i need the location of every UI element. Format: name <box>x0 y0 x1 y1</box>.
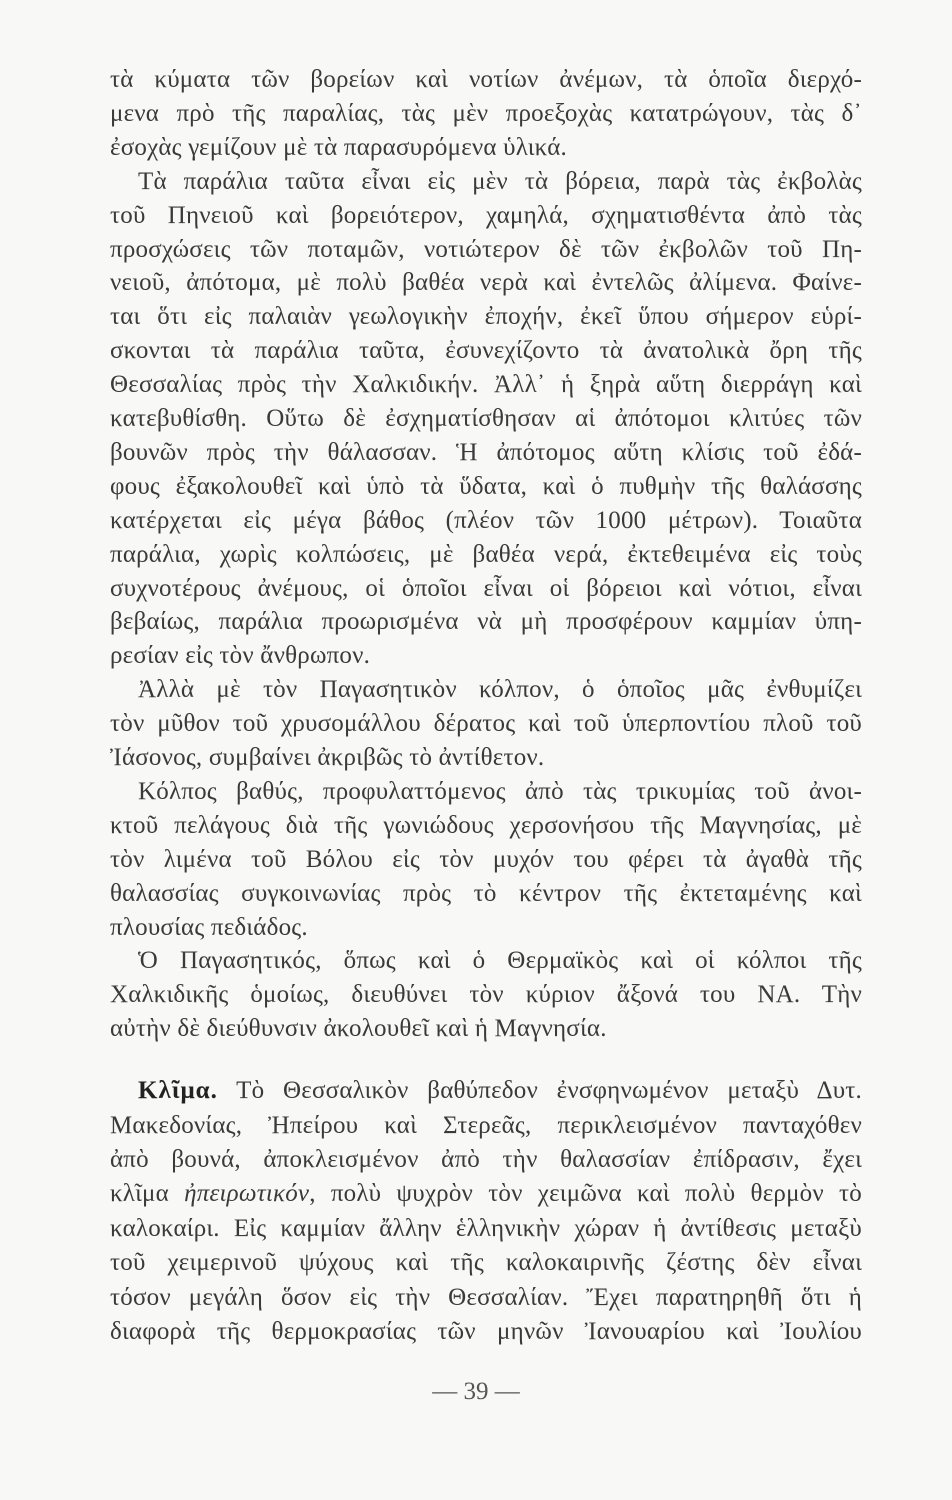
text-line: συχνοτέρους ἀνέμους, οἱ ὁποῖοι εἶναι οἱ βόρειοι καὶ νότιοι, εἶναι <box>110 574 862 602</box>
paragraph-first-line: Ἀλλὰ μὲ τὸν Παγασητικὸν κόλπον, ὁ ὁποῖος μᾶς ἐνθυμίζει <box>138 676 862 704</box>
paragraph-first-line <box>138 1076 862 1106</box>
text-line: καλοκαίρι. Εἰς καμμίαν ἄλλην ἑλληνικὴν χώραν ἡ ἀντίθεσις μεταξὺ <box>110 1214 862 1242</box>
text-line: κατεβυθίσθη. Οὕτω δὲ ἐσχηματίσθησαν αἱ ἀπότομοι κλιτύες τῶν <box>110 405 862 432</box>
text-line: ρεσίαν εἰς τὸν ἄνθρωπον. <box>110 642 371 670</box>
text-line: μενα πρὸ τῆς παραλίας, τὰς μὲν προεξοχὰς κατατρώγουν, τὰς δ᾽ <box>110 99 862 127</box>
text-line: προσχώσεις τῶν ποταμῶν, νοτιώτερον δὲ τῶν ἐκβολῶν τοῦ Πη- <box>110 235 862 263</box>
text-line: πλουσίας πεδιάδος. <box>110 913 308 941</box>
text-line: Ἰάσονος, συμβαίνει ἀκριβῶς τὸ ἀντίθετον. <box>110 744 545 771</box>
text-line: τὸν μῦθον τοῦ χρυσομάλλου δέρατος καὶ τοῦ ὑπερποντίου πλοῦ τοῦ <box>110 710 862 738</box>
text-line: τόσον μεγάλη ὅσον εἰς τὴν Θεσσαλίαν. Ἔχει παρατηρηθῆ ὅτι ἡ <box>110 1283 862 1311</box>
text-line: σκονται τὰ παράλια ταῦτα, ἐσυνεχίζοντο τὰ ἀνατολικὰ ὄρη τῆς <box>110 337 862 365</box>
text-segment: κλῖμα <box>110 1180 185 1208</box>
text-line: διαφορὰ τῆς θερμοκρασίας τῶν μηνῶν Ἰανουαρίου καὶ Ἰουλίου <box>110 1317 862 1345</box>
text-line: κατέρχεται εἰς μέγα βάθος (πλέον τῶν 1000 μέτρων). Τοιαῦτα <box>110 506 862 534</box>
text-line: ἀπὸ βουνά, ἀποκλεισμένον ἀπὸ τὴν θαλασσίαν ἐπίδρασιν, ἔχει <box>110 1145 862 1173</box>
text-line: ἐσοχὰς γεμίζουν μὲ τὰ παρασυρόμενα ὑλικά. <box>110 133 567 161</box>
text-line <box>110 1179 862 1209</box>
paragraph-first-line: τὰ κύματα τῶν βορείων καὶ νοτίων ἀνέμων, τὰ ὁποῖα διερχό- <box>110 66 862 93</box>
text-line: βουνῶν πρὸς τὴν θάλασσαν. Ἡ ἀπότομος αὕτη κλίσις τοῦ ἐδά- <box>110 438 862 466</box>
text-line: βεβαίως, παράλια προωρισμένα νὰ μὴ προσφέρουν καμμίαν ὑπη- <box>110 608 862 636</box>
text-line: ται ὅτι εἰς παλαιὰν γεωλογικὴν ἐποχήν, ἐκεῖ ὕπου σήμερον εὑρί- <box>110 303 862 331</box>
text-line: φους ἐξακολουθεῖ καὶ ὑπὸ τὰ ὕδατα, καὶ ὁ πυθμὴν τῆς θαλάσσης <box>110 472 862 500</box>
section-heading: Κλῖμα. <box>138 1077 218 1105</box>
text-line: Θεσσαλίας πρὸς τὴν Χαλκιδικήν. Ἀλλ᾽ ἡ ξηρὰ αὕτη διερράγη καὶ <box>110 371 862 399</box>
text-line: Χαλκιδικῆς ὁμοίως, διευθύνει τὸν κύριον ἄξονά του ΝΑ. Τὴν <box>110 981 862 1009</box>
emphasis-text: ἠπειρωτικόν <box>184 1180 310 1208</box>
text-segment: , πολὺ ψυχρὸν τὸν χειμῶνα καὶ πολὺ θερμὸν τὸ <box>309 1180 862 1208</box>
text-line: παράλια, χωρὶς κολπώσεις, μὲ βαθέα νερά, ἐκτεθειμένα εἰς τοὺς <box>110 540 862 568</box>
text-line: αὐτὴν δὲ διεύθυνσιν ἀκολουθεῖ καὶ ἡ Μαγνησία. <box>110 1015 607 1043</box>
paragraph-first-line: Ὁ Παγασητικός, ὅπως καὶ ὁ Θερμαϊκὸς καὶ οἱ κόλποι τῆς <box>138 947 862 975</box>
paragraph-first-line: Τὰ παράλια ταῦτα εἶναι εἰς μὲν τὰ βόρεια, παρὰ τὰς ἐκβολὰς <box>138 167 862 195</box>
text-line: Μακεδονίας, Ἠπείρου καὶ Στερεᾶς, περικλεισμένον πανταχόθεν <box>110 1111 862 1139</box>
page-number: — 39 — <box>432 1378 520 1405</box>
text-line: τοῦ χειμερινοῦ ψύχους καὶ τῆς καλοκαιρινῆς ζέστης δὲν εἶναι <box>110 1249 862 1277</box>
text-line: τοῦ Πηνειοῦ καὶ βορειότερον, χαμηλά, σχηματισθέντα ἀπὸ τὰς <box>110 201 862 229</box>
text-line: κτοῦ πελάγους διὰ τῆς γωνιώδους χερσονήσου τῆς Μαγνησίας, μὲ <box>110 811 862 839</box>
text-line: θαλασσίας συγκοινωνίας πρὸς τὸ κέντρον τῆς ἐκτεταμένης καὶ <box>110 879 862 907</box>
paragraph-first-line: Κόλπος βαθύς, προφυλαττόμενος ἀπὸ τὰς τρικυμίας τοῦ ἀνοι- <box>138 777 862 805</box>
text-line: τὸν λιμένα τοῦ Βόλου εἰς τὸν μυχόν του φέρει τὰ ἀγαθὰ τῆς <box>110 845 862 873</box>
text-segment: Τὸ Θεσσαλικὸν βαθύπεδον ἐνσφηνωμένον μεταξὺ Δυτ. <box>217 1077 862 1105</box>
text-line: νειοῦ, ἀπότομα, μὲ πολὺ βαθέα νερὰ καὶ ἐντελῶς ἀλίμενα. Φαίνε- <box>110 269 862 297</box>
